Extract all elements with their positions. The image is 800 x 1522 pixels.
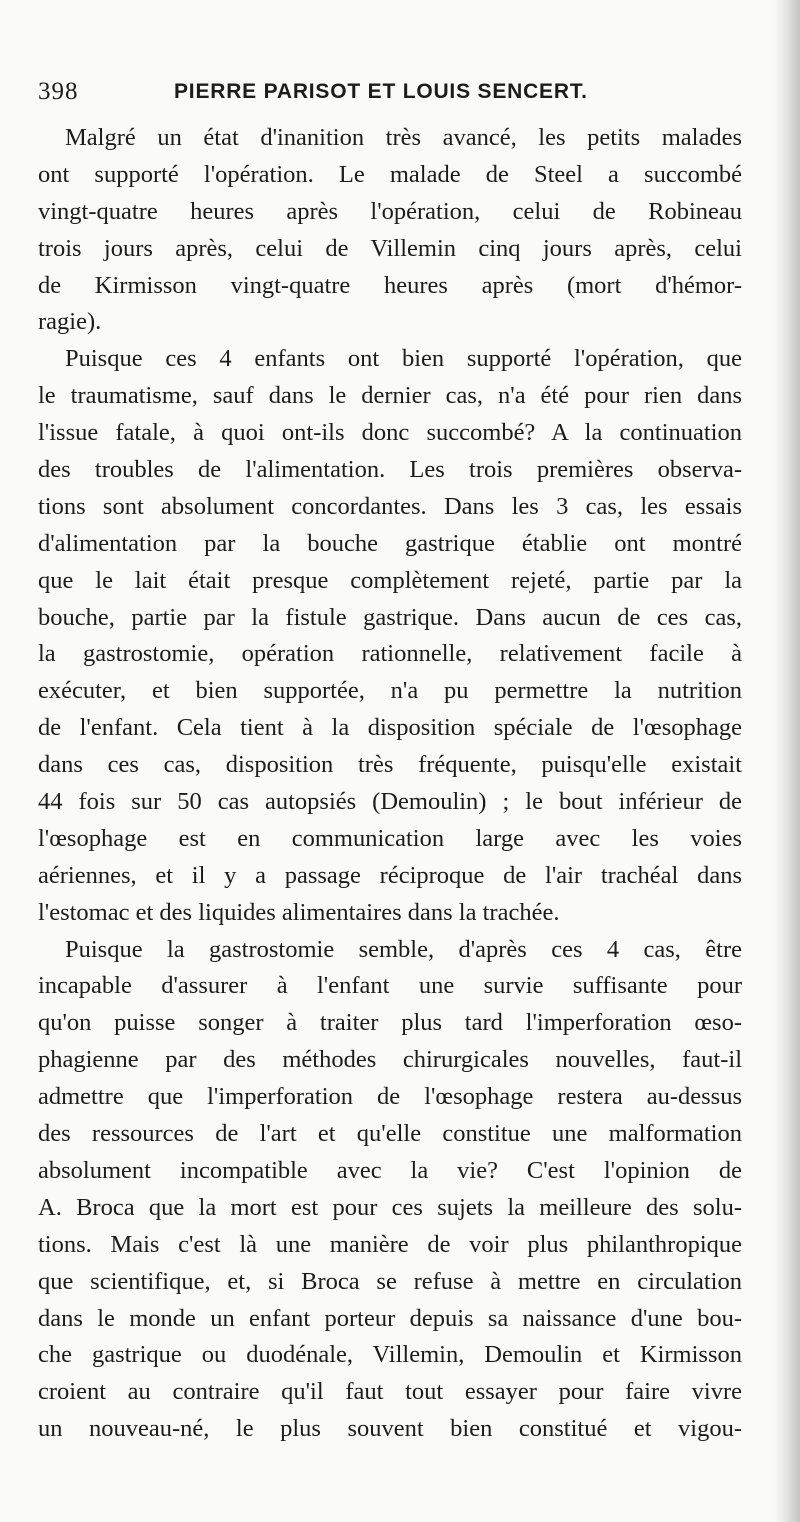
text-line: phagienne par des méthodes chirurgicales nouvelles, faut-il: [38, 1046, 742, 1074]
text-line: croient au contraire qu'il faut tout essayer pour faire vivre: [38, 1378, 742, 1406]
text-line: aériennes, et il y a passage réciproque de l'air trachéal dans: [38, 861, 742, 889]
text-line: que scientifique, et, si Broca se refuse à mettre en circulation: [38, 1267, 742, 1295]
text-line: tions sont absolument concordantes. Dans les 3 cas, les essais: [38, 492, 742, 520]
text-line: la gastrostomie, opération rationnelle, relativement facile à: [38, 640, 742, 668]
page-number: 398: [38, 78, 79, 105]
text-line: de l'enfant. Cela tient à la disposition spéciale de l'œsophage: [38, 714, 742, 742]
text-line: trois jours après, celui de Villemin cinq jours après, celui: [38, 234, 742, 262]
text-line: l'issue fatale, à quoi ont-ils donc succombé? A la continuation: [38, 419, 742, 447]
page-binding-shadow: [774, 0, 800, 1522]
text-line: Puisque la gastrostomie semble, d'après ces 4 cas, être: [65, 935, 742, 963]
text-line: de Kirmisson vingt-quatre heures après (mort d'hémor-: [38, 271, 742, 299]
text-line: le traumatisme, sauf dans le dernier cas, n'a été pour rien dans: [38, 382, 742, 410]
running-head: PIERRE PARISOT ET LOUIS SENCERT.: [174, 80, 588, 103]
text-line: d'alimentation par la bouche gastrique établie ont montré: [38, 529, 742, 557]
text-line: l'œsophage est en communication large avec les voies: [38, 824, 742, 852]
text-line: un nouveau-né, le plus souvent bien constitué et vigou-: [38, 1415, 742, 1443]
body-text: [38, 120, 742, 1448]
text-line: A. Broca que la mort est pour ces sujets la meilleure des solu-: [38, 1193, 742, 1221]
text-line: dans ces cas, disposition très fréquente, puisqu'elle existait: [38, 751, 742, 779]
text-line: des troubles de l'alimentation. Les trois premières observa-: [38, 456, 742, 484]
text-line: tions. Mais c'est là une manière de voir plus philanthropique: [38, 1230, 742, 1258]
text-line: ont supporté l'opération. Le malade de Steel a succombé: [38, 160, 742, 188]
text-line: qu'on puisse songer à traiter plus tard l'imperforation œso-: [38, 1009, 742, 1037]
text-line: ragie).: [38, 308, 102, 336]
text-line: dans le monde un enfant porteur depuis sa naissance d'une bou-: [38, 1304, 742, 1332]
text-line: che gastrique ou duodénale, Villemin, Demoulin et Kirmisson: [38, 1341, 742, 1369]
text-line: 44 fois sur 50 cas autopsiés (Demoulin) ; le bout inférieur de: [38, 788, 742, 816]
text-line: incapable d'assurer à l'enfant une survie suffisante pour: [38, 972, 742, 1000]
text-line: absolument incompatible avec la vie? C'est l'opinion de: [38, 1156, 742, 1184]
page-header: [38, 78, 738, 118]
text-line: Puisque ces 4 enfants ont bien supporté l'opération, que: [65, 345, 742, 373]
text-line: Malgré un état d'inanition très avancé, les petits malades: [65, 124, 742, 151]
text-line: vingt-quatre heures après l'opération, celui de Robineau: [38, 197, 742, 225]
text-line: l'estomac et des liquides alimentaires dans la trachée.: [38, 898, 560, 926]
text-line: que le lait était presque complètement rejeté, partie par la: [38, 566, 742, 594]
text-line: exécuter, et bien supportée, n'a pu permettre la nutrition: [38, 677, 742, 705]
text-line: des ressources de l'art et qu'elle constitue une malformation: [38, 1120, 742, 1148]
text-line: bouche, partie par la fistule gastrique. Dans aucun de ces cas,: [38, 603, 742, 631]
text-line: admettre que l'imperforation de l'œsophage restera au-dessus: [38, 1083, 742, 1111]
